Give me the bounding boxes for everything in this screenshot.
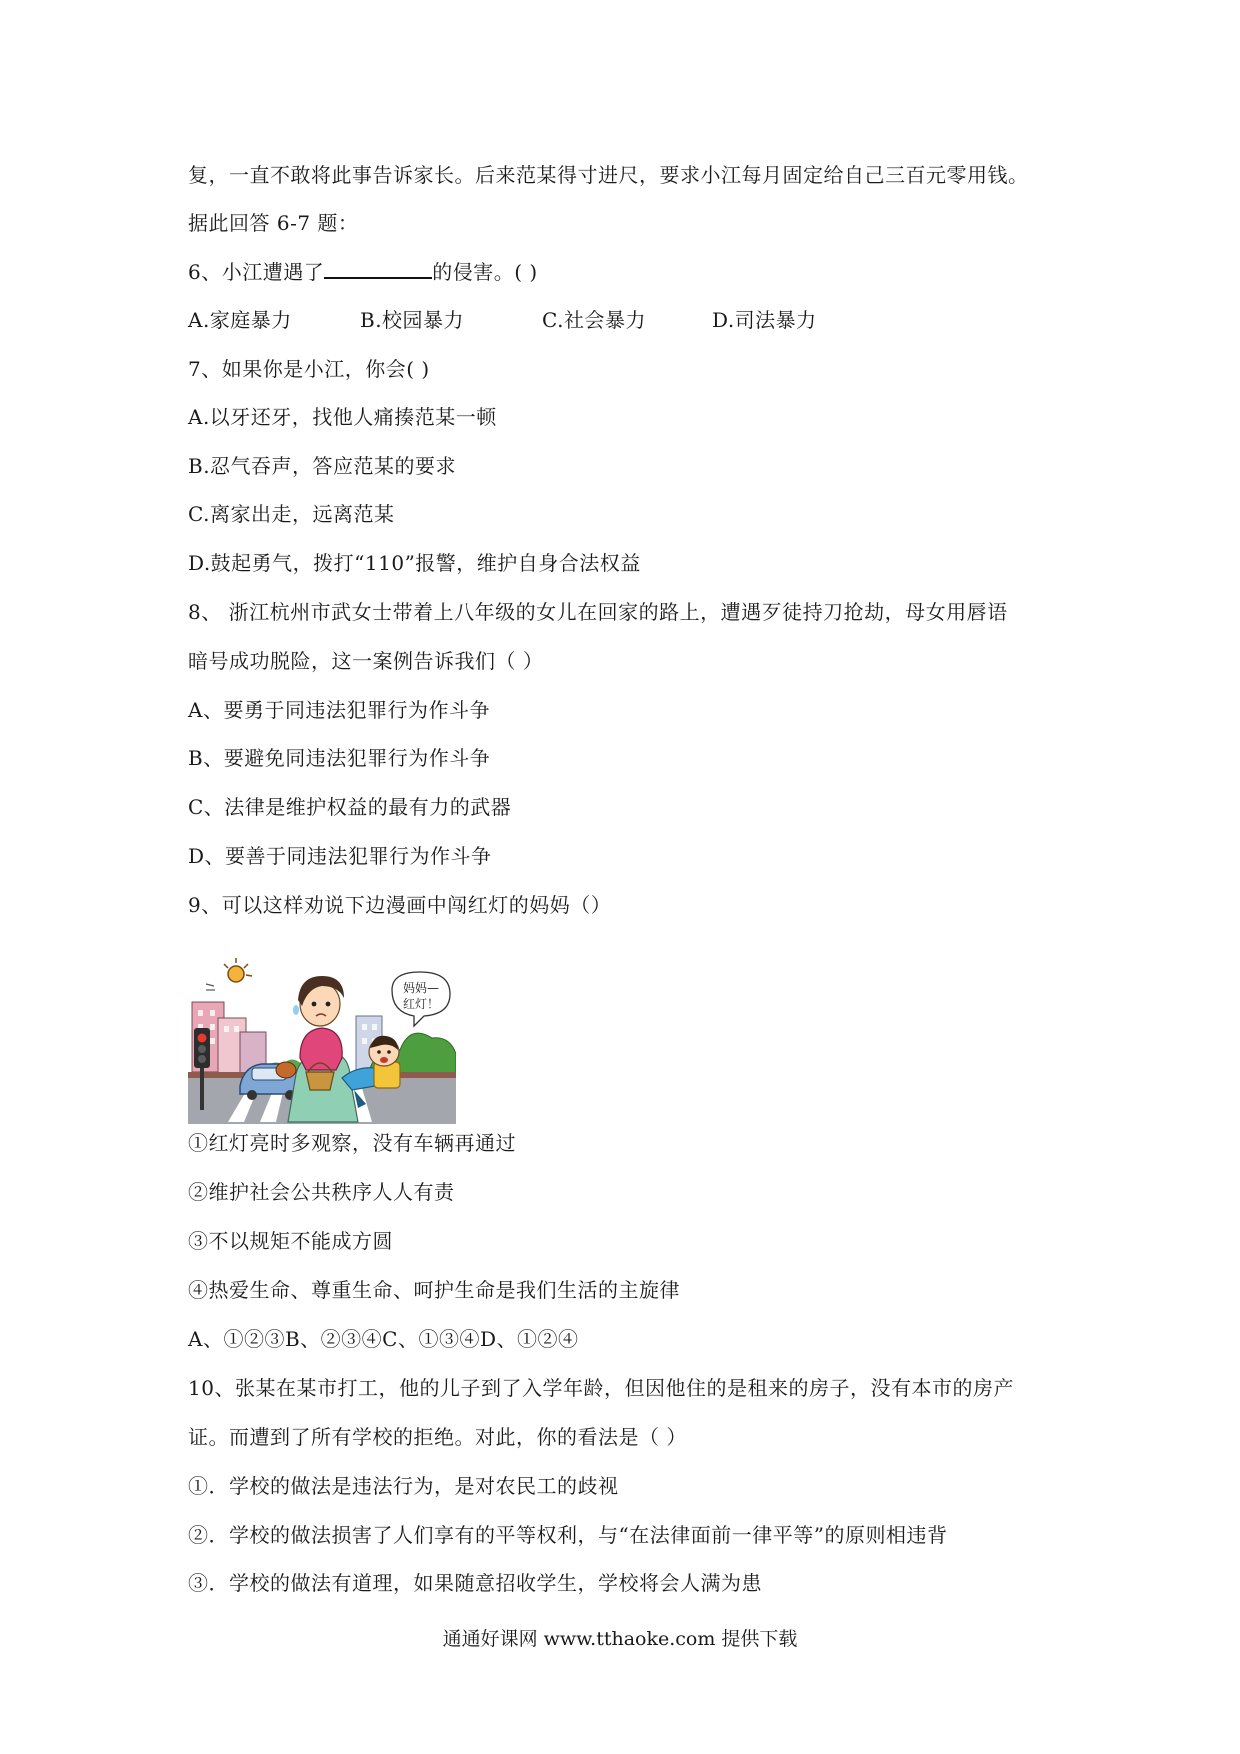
question-6-options — [188, 306, 817, 334]
question-8-stem-line-1: 8、 浙江杭州市武女士带着上八年级的女儿在回家的路上，遭遇歹徒持刀抢劫，母女用唇语 — [188, 600, 1008, 624]
question-6-stem — [188, 258, 538, 286]
intro-line-2: 据此回答 6-7 题： — [188, 211, 359, 235]
question-10-stem-line-1: 10、张某在某市打工，他的儿子到了入学年龄，但因他住的是租来的房子，没有本市的房产 — [188, 1376, 1014, 1400]
q9-answer-options: A、①②③B、②③④C、①③④D、①②④ — [188, 1327, 579, 1351]
q8-option-b: B、要避免同违法犯罪行为作斗争 — [188, 746, 491, 770]
q7-option-a: A.以牙还牙，找他人痛揍范某一顿 — [188, 405, 497, 429]
speech-bubble-line-2: 红灯！ — [402, 997, 440, 1011]
q8-option-c: C、法律是维护权益的最有力的武器 — [188, 795, 512, 819]
q7-option-b: B.忍气吞声，答应范某的要求 — [188, 454, 457, 478]
q9-item-2: ②维护社会公共秩序人人有责 — [188, 1180, 455, 1204]
q9-item-4: ④热爱生命、尊重生命、呵护生命是我们生活的主旋律 — [188, 1278, 680, 1302]
intro-line-1: 复，一直不敢将此事告诉家长。后来范某得寸进尺，要求小江每月固定给自己三百元零用钱。 — [188, 163, 1029, 187]
q9-item-3: ③不以规矩不能成方圆 — [188, 1229, 393, 1253]
q10-item-2: ②．学校的做法损害了人们享有的平等权利，与“在法律面前一律平等”的原则相违背 — [188, 1523, 948, 1547]
question-8-stem-line-2: 暗号成功脱险，这一案例告诉我们（ ） — [188, 649, 544, 673]
q6-option-a: A.家庭暴力 — [188, 308, 292, 332]
speech-bubble-line-1: 妈妈— — [402, 981, 440, 995]
q8-option-a: A、要勇于同违法犯罪行为作斗争 — [188, 698, 490, 722]
question-9-stem: 9、可以这样劝说下边漫画中闯红灯的妈妈（） — [188, 893, 612, 917]
answer-blank — [324, 259, 432, 279]
q6-option-d: D.司法暴力 — [712, 308, 817, 332]
q7-option-c: C.离家出走，远离范某 — [188, 502, 395, 526]
red-light-comic-image — [188, 954, 456, 1124]
q6-option-b: B.校园暴力 — [360, 308, 465, 332]
q6-option-c: C.社会暴力 — [542, 308, 646, 332]
q9-item-1: ①红灯亮时多观察，没有车辆再通过 — [188, 1131, 516, 1155]
q8-option-d: D、要善于同违法犯罪行为作斗争 — [188, 844, 492, 868]
q7-option-d: D.鼓起勇气，拨打“110”报警，维护自身合法权益 — [188, 551, 641, 575]
q10-item-3: ③．学校的做法有道理，如果随意招收学生，学校将会人满为患 — [188, 1571, 762, 1595]
page-footer: 通通好课网 www.tthaoke.com 提供下载 — [442, 1628, 798, 1650]
question-6-stem-after: 的侵害。( ) — [432, 260, 538, 284]
q10-item-1: ①．学校的做法是违法行为，是对农民工的歧视 — [188, 1474, 619, 1498]
question-10-stem-line-2: 证。而遭到了所有学校的拒绝。对此，你的看法是（ ） — [188, 1425, 687, 1449]
question-7-stem: 7、如果你是小江，你会( ) — [188, 357, 430, 381]
question-6-stem-before: 6、小江遭遇了 — [188, 260, 325, 284]
